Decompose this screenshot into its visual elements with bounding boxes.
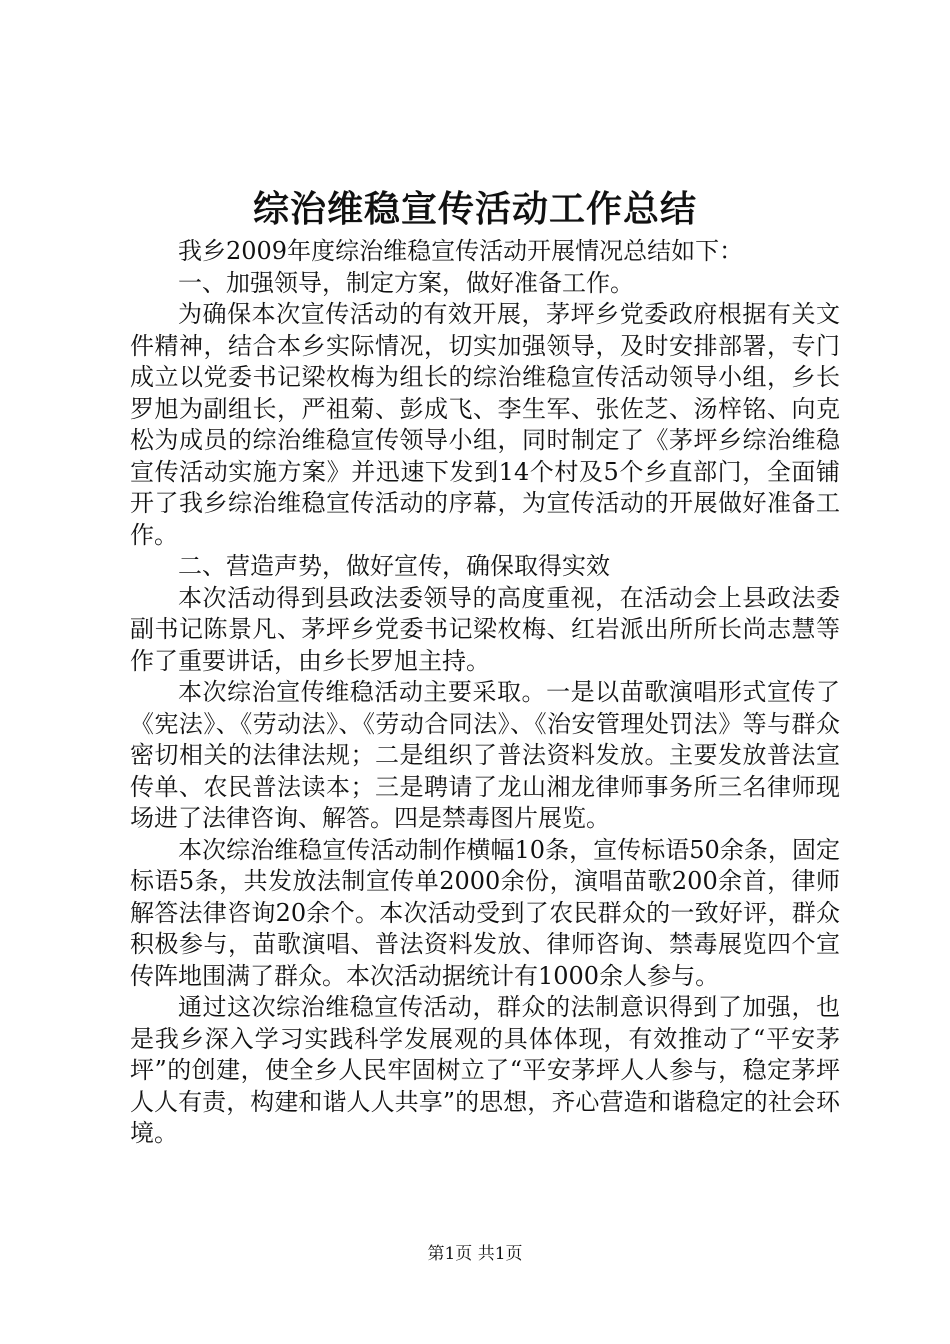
section-heading-1: 一、加强领导，制定方案，做好准备工作。 xyxy=(178,268,634,297)
body-paragraph: 为确保本次宣传活动的有效开展，茅坪乡党委政府根据有关文件精神，结合本乡实际情况，切实加强领导，及时安排部署，专门成立以党委书记梁枚梅为组长的综治维稳宣传活动领导小组，乡长罗旭为副组长，严祖菊、彭成飞、李生军、张佐芝、汤梓铭、向克松为成员的综治维稳宣传领导小组，同时制定了《茅坪乡综治维稳宣传活动实施方案》并迅速下发到14个村及5个乡直部门，全面铺开了我乡综治维稳宣传活动的序幕，为宣传活动的开展做好准备工作。 xyxy=(130,300,840,549)
body-paragraph: 本次综治宣传维稳活动主要采取。一是以苗歌演唱形式宣传了《宪法》、《劳动法》、《劳动合同法》、《治安管理处罚法》等与群众密切相关的法律法规；二是组织了普法资料发放。主要发放普法宣传单、农民普法读本；三是聘请了龙山湘龙律师事务所三名律师现场进了法律咨询、解答。四是禁毒图片展览。 xyxy=(130,678,840,832)
page-number-footer: 第1页 共1页 xyxy=(427,1244,523,1264)
conclusion-paragraph: 通过这次综治维稳宣传活动，群众的法制意识得到了加强，也是我乡深入学习实践科学发展观的具体体现，有效推动了“平安茅坪”的创建，使全乡人民牢固树立了“平安茅坪人人参与，稳定茅坪人人有责，构建和谐人人共享”的思想，齐心营造和谐稳定的社会环境。 xyxy=(130,993,840,1147)
body-paragraph: 本次综治维稳宣传活动制作横幅10条，宣传标语50余条，固定标语5条，共发放法制宣传单2000余份，演唱苗歌200余首，律师解答法律咨询20余个。本次活动受到了农民群众的一致好评，群众积极参与，苗歌演唱、普法资料发放、律师咨询、禁毒展览四个宣传阵地围满了群众。本次活动据统计有1000余人参与。 xyxy=(130,835,840,990)
document-body xyxy=(130,236,840,1150)
intro-paragraph: 我乡2009年度综治维稳宣传活动开展情况总结如下： xyxy=(178,237,744,265)
body-paragraph: 本次活动得到县政法委领导的高度重视，在活动会上县政法委副书记陈景凡、茅坪乡党委书记梁枚梅、红岩派出所所长尚志慧等作了重要讲话，由乡长罗旭主持。 xyxy=(130,583,840,675)
section-heading-2: 二、营造声势，做好宣传，确保取得实效 xyxy=(178,552,610,580)
document-title: 综治维稳宣传活动工作总结 xyxy=(252,188,697,230)
